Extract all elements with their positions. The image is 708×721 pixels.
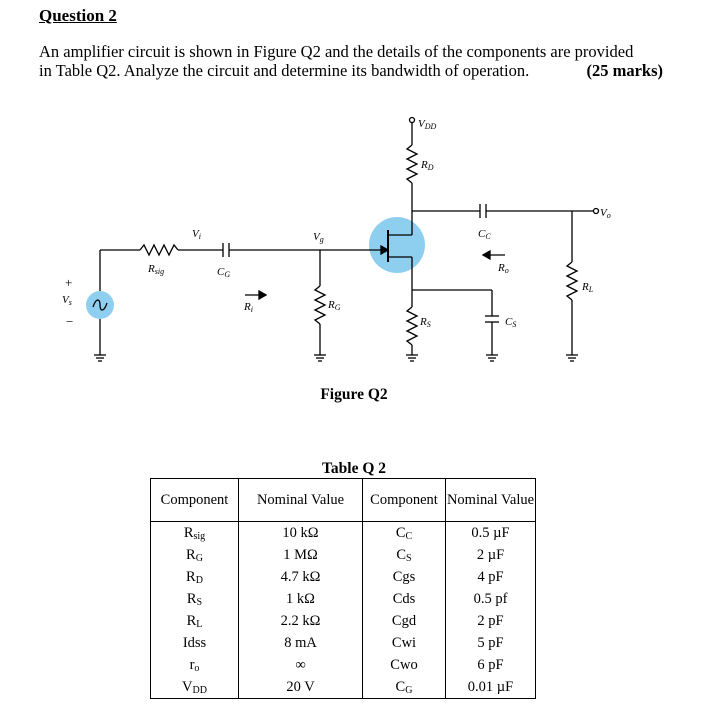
rs-label: RS <box>420 316 431 329</box>
component-cell: $R_S$ <box>151 588 239 610</box>
rsig-label: Rsig <box>148 263 165 276</box>
value-cell: 1 kΩ <box>239 588 363 610</box>
value-cell: 0.5 µF <box>446 522 536 545</box>
cs-ground-icon <box>486 355 498 361</box>
question-text <box>39 42 671 80</box>
component-cell: Cds <box>363 588 446 610</box>
table-row <box>151 676 536 699</box>
rd-resistor <box>407 145 417 183</box>
cg-label: CG <box>217 266 231 279</box>
vo-terminal <box>594 209 599 214</box>
value-cell: 2.2 kΩ <box>239 610 363 632</box>
rs-ground-icon <box>406 355 418 361</box>
value-cell: 6 pF <box>446 654 536 676</box>
vs-label: Vs <box>62 294 72 307</box>
ro-label: Ro <box>498 262 509 275</box>
table-row <box>151 566 536 588</box>
ri-arrow-head <box>259 291 266 299</box>
rl-resistor <box>567 262 577 300</box>
figure-caption: Figure Q2 <box>320 386 388 403</box>
ro-arrow-head <box>483 251 490 259</box>
component-cell: $R_G$ <box>151 544 239 566</box>
value-cell: 10 kΩ <box>239 522 363 545</box>
table-row <box>151 588 536 610</box>
table-row <box>151 610 536 632</box>
value-cell: 2 µF <box>446 544 536 566</box>
ri-label: Ri <box>244 301 253 314</box>
table-caption: Table Q 2 <box>321 460 387 477</box>
vdd-label: VDD <box>418 118 437 131</box>
component-cell: $C_C$ <box>363 522 446 545</box>
question-heading: Question 2 <box>39 6 117 25</box>
rsig-resistor <box>140 245 178 255</box>
question-line-1: An amplifier circuit is shown in Figure Q2 and the details of the components are provided <box>39 42 634 61</box>
header-component-1: Component <box>151 479 239 522</box>
value-cell: 0.5 pf <box>446 588 536 610</box>
component-cell: $R_L$ <box>151 610 239 632</box>
rg-label: RG <box>328 299 341 312</box>
value-cell: 1 MΩ <box>239 544 363 566</box>
component-cell: $R_D$ <box>151 566 239 588</box>
component-cell: Cgs <box>363 566 446 588</box>
value-cell: 2 pF <box>446 610 536 632</box>
question-line-2: in Table Q2. Analyze the circuit and determine its bandwidth of operation. <box>39 61 530 80</box>
table-row <box>151 654 536 676</box>
circuit-diagram <box>0 100 708 385</box>
cs-label: CS <box>505 316 517 329</box>
table-row <box>151 544 536 566</box>
table-header-row <box>151 479 536 522</box>
rg-resistor <box>315 286 325 324</box>
component-cell: $R_{sig}$ <box>151 522 239 545</box>
value-cell: 4 pF <box>446 566 536 588</box>
component-table <box>150 478 536 699</box>
marks-label: (25 marks) <box>586 61 663 80</box>
vdd-terminal <box>410 118 415 123</box>
component-cell: Idss <box>151 632 239 654</box>
value-cell: 0.01 µF <box>446 676 536 699</box>
header-nominal-value-1: Nominal Value <box>239 479 363 522</box>
cc-label: CC <box>478 228 491 241</box>
rl-label: RL <box>582 281 594 294</box>
value-cell: 5 pF <box>446 632 536 654</box>
rl-ground-icon <box>566 355 578 361</box>
component-cell: $C_S$ <box>363 544 446 566</box>
rg-ground-icon <box>314 355 326 361</box>
rs-resistor <box>407 307 417 345</box>
table-row <box>151 632 536 654</box>
value-cell: ∞ <box>239 654 363 676</box>
jfet-highlight <box>369 217 425 273</box>
component-cell: $V_{DD}$ <box>151 676 239 699</box>
rd-label: RD <box>421 159 434 172</box>
plus-sign: + <box>65 275 73 290</box>
vo-label: Vo <box>600 207 611 220</box>
component-cell: Cwo <box>363 654 446 676</box>
component-cell: $r_o$ <box>151 654 239 676</box>
vg-label: Vg <box>313 231 324 244</box>
vi-label: Vi <box>192 228 201 241</box>
header-component-2: Component <box>363 479 446 522</box>
component-cell: Cwi <box>363 632 446 654</box>
value-cell: 4.7 kΩ <box>239 566 363 588</box>
component-cell: $C_G$ <box>363 676 446 699</box>
value-cell: 20 V <box>239 676 363 699</box>
minus-sign: − <box>66 314 74 329</box>
value-cell: 8 mA <box>239 632 363 654</box>
source-ground-icon <box>94 355 106 361</box>
header-nominal-value-2: Nominal Value <box>446 479 536 522</box>
component-cell: Cgd <box>363 610 446 632</box>
table-row <box>151 522 536 545</box>
